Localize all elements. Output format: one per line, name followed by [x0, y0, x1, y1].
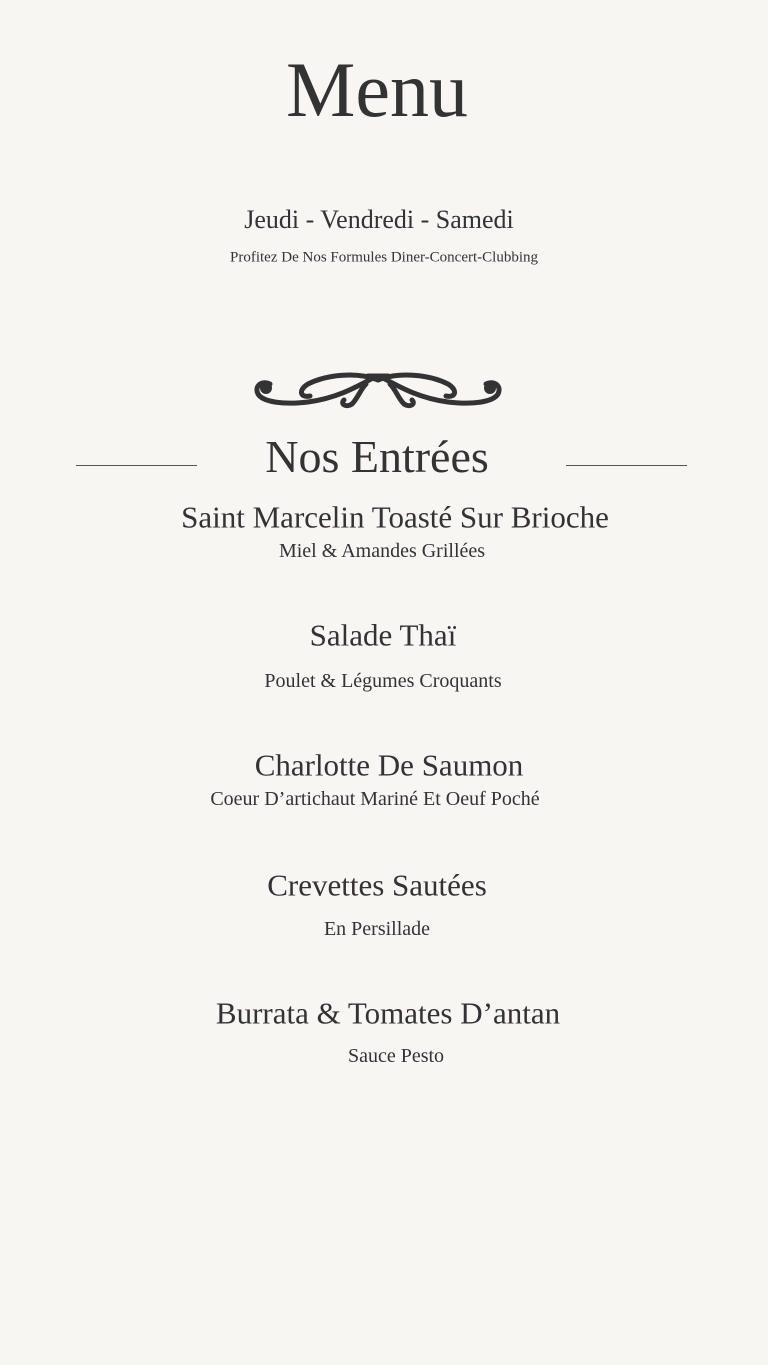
- page-title: Menu: [286, 46, 468, 133]
- dish-description: Sauce Pesto: [347, 1045, 445, 1067]
- dish-name: Burrata & Tomates D’antan: [215, 995, 561, 1031]
- dish-name: Salade Thaï: [309, 617, 457, 653]
- days-subtitle: Jeudi - Vendredi - Samedi: [244, 205, 514, 234]
- dish-name: Charlotte De Saumon: [254, 747, 524, 783]
- tagline: Profitez De Nos Formules Diner-Concert-Clubbing: [230, 249, 538, 266]
- divider-right: [566, 465, 687, 466]
- dish-description: Coeur D’artichaut Mariné Et Oeuf Poché: [210, 788, 540, 810]
- flourish-ornament-icon: [248, 368, 508, 412]
- section-title: Nos Entrées: [265, 431, 489, 482]
- dish-description: Miel & Amandes Grillées: [278, 540, 486, 562]
- dish-description: En Persillade: [323, 918, 431, 940]
- dish-description: Poulet & Légumes Croquants: [264, 670, 502, 692]
- dish-name: Saint Marcelin Toasté Sur Brioche: [181, 499, 609, 535]
- divider-left: [76, 465, 197, 466]
- dish-name: Crevettes Sautées: [267, 867, 487, 903]
